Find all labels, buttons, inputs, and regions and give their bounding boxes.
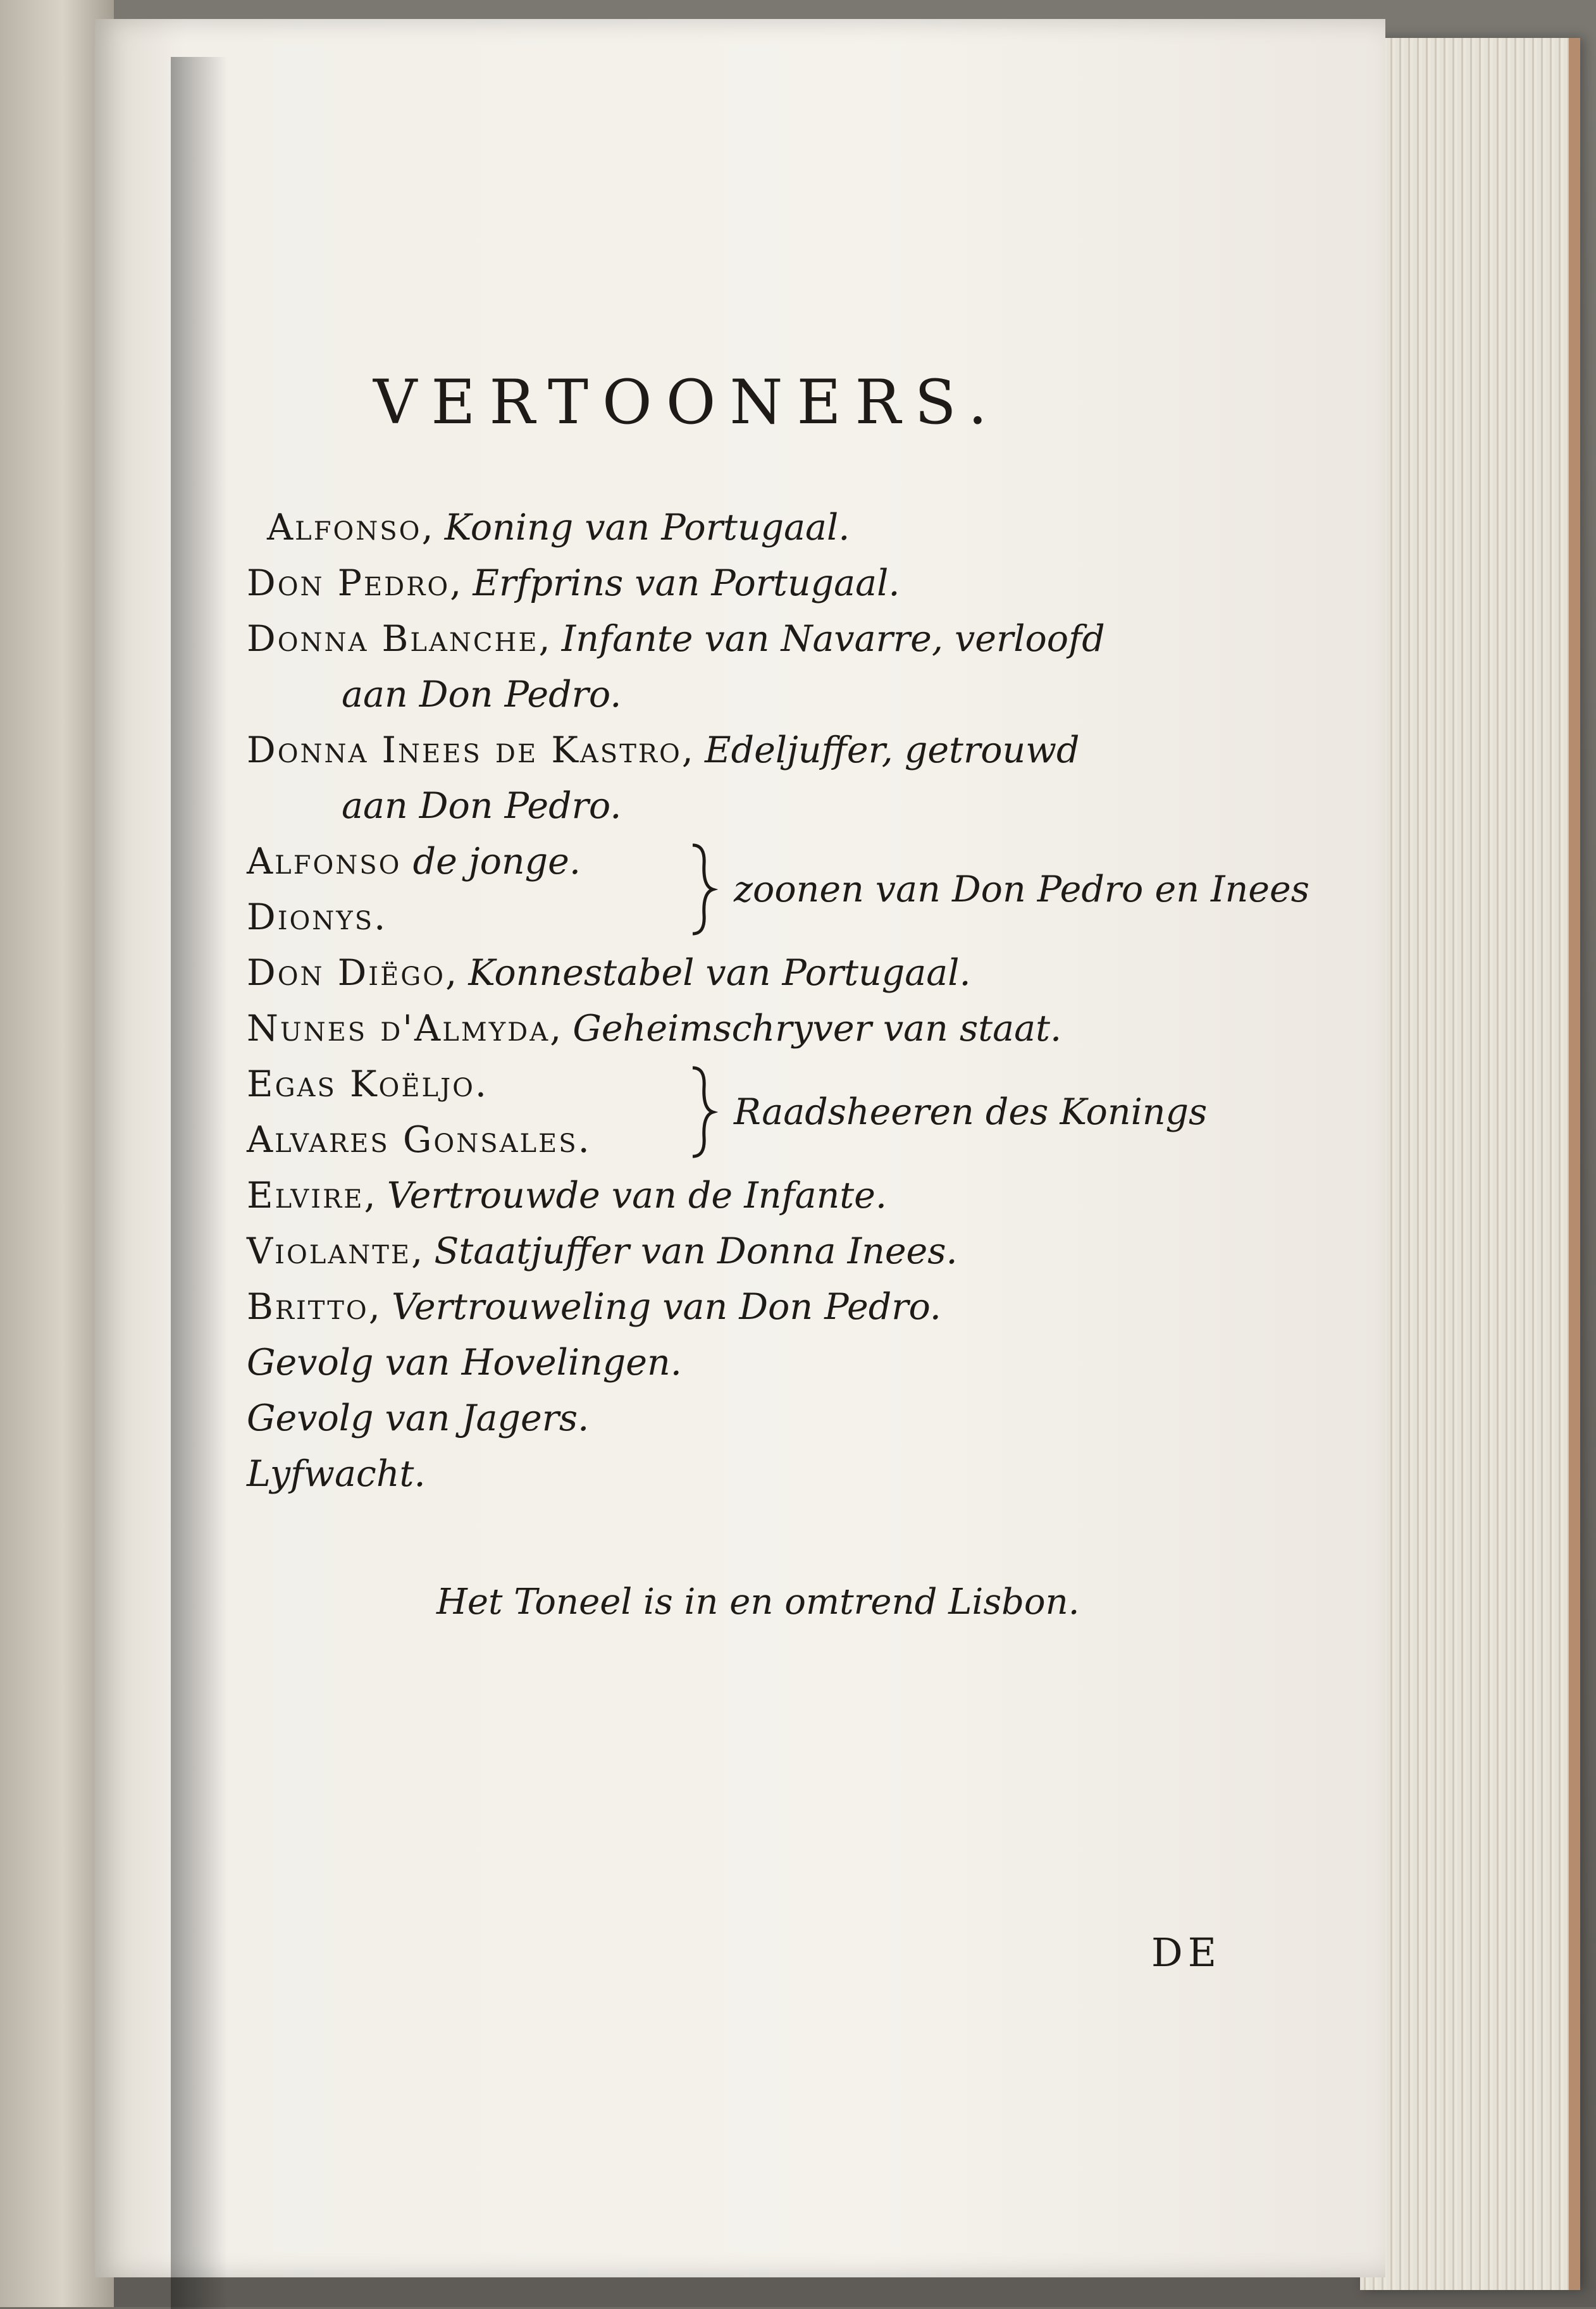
cast-entry [247, 500, 1335, 555]
character-role: Gevolg van Hovelingen. [247, 1342, 682, 1384]
separator: , [450, 562, 473, 604]
separator: , [421, 507, 445, 548]
group-member [247, 1112, 683, 1168]
character-name: Don Pedro [247, 562, 450, 604]
separator: , [538, 618, 562, 660]
character-role: Geheimschryver van staat. [572, 1008, 1062, 1049]
separator: , [681, 729, 705, 771]
cast-group-counsellors [247, 1056, 1335, 1168]
character-name: Alfonso [267, 507, 422, 548]
character-role: de jonge. [412, 841, 581, 882]
character-name: Egas Koëljo. [247, 1063, 489, 1105]
cast-entry [247, 1446, 1335, 1502]
cast-entry [247, 1390, 1335, 1446]
cast-entry [247, 1168, 1335, 1223]
character-name: Alfonso [247, 841, 402, 882]
group-member [247, 889, 683, 945]
curly-brace-icon [683, 839, 721, 940]
cast-entry [247, 1279, 1335, 1335]
catchword: DE [1151, 1929, 1222, 1976]
character-role: Konnestabel van Portugaal. [468, 952, 971, 994]
curly-brace-glyph [686, 1065, 718, 1160]
cast-group-sons [247, 834, 1335, 945]
character-role: Vertrouweling van Don Pedro. [391, 1286, 941, 1328]
cast-entry [247, 555, 1335, 611]
group-label: Raadsheeren des Konings [734, 1091, 1208, 1133]
character-name: Elvire [247, 1175, 364, 1216]
character-name: Donna Inees de Kastro [247, 729, 682, 771]
cast-list [247, 500, 1335, 1502]
separator: , [411, 1230, 435, 1272]
character-role: Staatjuffer van Donna Inees. [434, 1230, 958, 1272]
separator: , [550, 1008, 573, 1049]
cast-entry [247, 1335, 1335, 1390]
character-name: Violante [247, 1230, 412, 1272]
spine-shadow [171, 57, 228, 2309]
cast-entry [247, 1001, 1335, 1056]
group-member [247, 1056, 683, 1112]
character-role: Infante van Navarre, verloofd [561, 618, 1105, 660]
group-label: zoonen van Don Pedro en Inees [734, 869, 1309, 910]
character-name: Donna Blanche [247, 618, 539, 660]
cast-entry [247, 945, 1335, 1001]
separator [401, 841, 412, 882]
group-member [247, 834, 683, 889]
character-name: Alvares Gonsales. [247, 1119, 591, 1161]
character-role-continued: aan Don Pedro. [342, 674, 622, 715]
character-name: Dionys. [247, 896, 388, 938]
character-role: Koning van Portugaal. [444, 507, 850, 548]
cast-entry [247, 611, 1335, 722]
group-members [247, 1056, 683, 1168]
separator: , [364, 1175, 387, 1216]
separator: , [445, 952, 469, 994]
character-name: Britto [247, 1286, 369, 1328]
character-role: Erfprins van Portugaal. [473, 562, 900, 604]
character-role-continued: aan Don Pedro. [342, 785, 622, 827]
character-role: Lyfwacht. [247, 1453, 426, 1495]
character-role: Vertrouwde van de Infante. [387, 1175, 888, 1216]
page-title: VERTOONERS. [373, 367, 1001, 438]
character-name: Nunes d'Almyda [247, 1008, 550, 1049]
character-role: Edeljuffer, getrouwd [705, 729, 1080, 771]
cast-entry [247, 1223, 1335, 1279]
page-edges-stack [1360, 38, 1580, 2290]
character-name: Don Diëgo [247, 952, 446, 994]
group-members [247, 834, 683, 945]
book-page [95, 19, 1385, 2277]
curly-brace-glyph [686, 842, 718, 937]
curly-brace-icon [683, 1062, 721, 1163]
separator: , [368, 1286, 392, 1328]
scene-setting: Het Toneel is in en omtrend Lisbon. [436, 1582, 1080, 1623]
character-role: Gevolg van Jagers. [247, 1397, 590, 1439]
cast-entry [247, 722, 1335, 834]
